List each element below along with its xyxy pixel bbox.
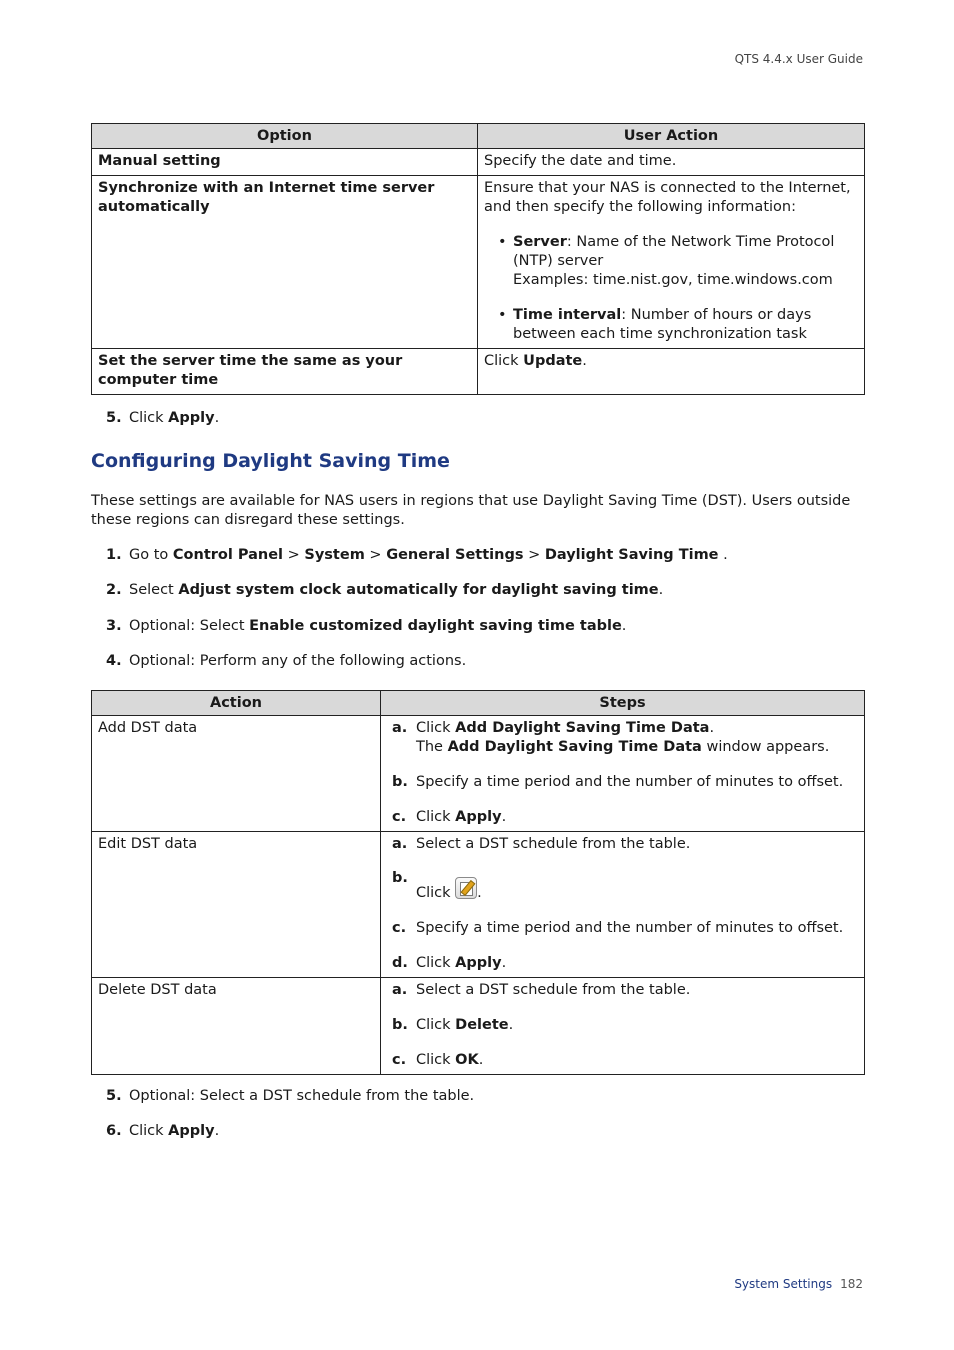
text-span: . (658, 582, 664, 598)
bold-term: Apply (455, 955, 502, 971)
text-span: Select a DST schedule from the table. (416, 836, 691, 852)
sub-step (392, 773, 858, 792)
bold-term: Delete (455, 1017, 509, 1033)
option-name: Adjust system clock automatically for daylight saving time (178, 582, 659, 598)
bold-term: OK (455, 1052, 479, 1068)
sub-step (392, 870, 858, 903)
table-row (92, 349, 865, 395)
text-span: . (621, 618, 627, 634)
step-item (106, 617, 866, 636)
path-control-panel: Control Panel (172, 547, 284, 563)
text-span: . (214, 1123, 220, 1139)
step-text: Optional: Perform any of the following actions. (129, 653, 467, 669)
text-span: Specify a time period and the number of minutes to offset. (416, 920, 844, 936)
text-span: Click (416, 1017, 456, 1033)
step-item (106, 652, 866, 671)
sub-step-letter: c. (392, 809, 407, 825)
path-sep: > (523, 547, 545, 563)
path-sep: > (283, 547, 305, 563)
option-cell (92, 349, 478, 395)
list-item (498, 306, 858, 344)
text-span: . (709, 720, 715, 736)
apply-label: Apply (168, 1123, 215, 1139)
sub-step-letter: b. (392, 774, 408, 790)
table-row (92, 978, 865, 1075)
step-number: 3. (106, 618, 122, 634)
column-header-steps: Steps (381, 691, 865, 716)
steps-cell (381, 978, 865, 1075)
table-row (92, 716, 865, 832)
sub-step-letter: d. (392, 955, 408, 971)
text-span: Click (416, 809, 456, 825)
column-header-user-action: User Action (478, 124, 865, 149)
text-span: . (501, 955, 507, 971)
term-desc: : Number of hours or days between each time synchronization task (513, 307, 812, 342)
step-item (106, 1087, 866, 1106)
text-span: Click (129, 410, 169, 426)
step-number: 5. (106, 1088, 122, 1104)
path-sep: > (364, 547, 387, 563)
sub-step (392, 719, 858, 757)
path-general-settings: General Settings (386, 547, 524, 563)
text-span: . (582, 353, 587, 369)
sub-step-letter: c. (392, 1052, 407, 1068)
option-cell (92, 176, 478, 349)
text-span: Select (129, 582, 179, 598)
text-span: Click (129, 1123, 169, 1139)
action-cell (478, 349, 865, 395)
sub-step-letter: a. (392, 982, 408, 998)
text-span: Select a DST schedule from the table. (416, 982, 691, 998)
step-item (106, 546, 866, 565)
text-span: The (416, 739, 448, 755)
text-span: Specify a time period and the number of minutes to offset. (416, 774, 844, 790)
term-time-interval: Time interval (513, 307, 622, 323)
steps-cell (381, 716, 865, 832)
table-header-row (92, 691, 865, 716)
text-span: . (501, 809, 507, 825)
action-cell: Specify the date and time. (478, 149, 865, 176)
step-number: 6. (106, 1123, 122, 1139)
text-span: . (214, 410, 220, 426)
step-text: Optional: Select a DST schedule from the table. (129, 1088, 475, 1104)
table-header-row (92, 124, 865, 149)
column-header-option: Option (92, 124, 478, 149)
text-span: . (718, 547, 728, 563)
text-span: Click (416, 885, 456, 901)
dst-actions-table (91, 690, 865, 1075)
text-span: . (477, 885, 482, 901)
section-heading: Configuring Daylight Saving Time (91, 450, 450, 472)
page-footer (734, 1275, 863, 1294)
option-cell (92, 149, 478, 176)
time-options-table (91, 123, 865, 395)
text-span: Click (416, 1052, 456, 1068)
text-span: window appears. (701, 739, 830, 755)
text-span: Click (484, 353, 524, 369)
option-label: Synchronize with an Internet time server automatically (98, 180, 435, 215)
action-cell: Edit DST data (92, 832, 381, 978)
sub-step-letter: c. (392, 920, 407, 936)
option-name: Enable customized daylight saving time table (249, 618, 622, 634)
sub-step (392, 835, 858, 854)
option-label: Set the server time the same as your computer time (98, 353, 403, 388)
sub-step-letter: a. (392, 720, 408, 736)
section-intro: These settings are available for NAS users in regions that use Daylight Saving Time (DST). Users outside these regions can disregard these settings. (91, 493, 851, 528)
server-examples: Examples: time.nist.gov, time.windows.com (513, 272, 833, 288)
table-row (92, 149, 865, 176)
bold-term: Apply (455, 809, 502, 825)
step-item (106, 409, 866, 428)
step-item (106, 1122, 866, 1141)
action-cell (478, 176, 865, 349)
list-item (498, 233, 858, 290)
step-number: 5. (106, 410, 122, 426)
footer-section-link[interactable]: System Settings (734, 1277, 833, 1291)
text-span: Click (416, 720, 456, 736)
action-cell: Delete DST data (92, 978, 381, 1075)
table-row (92, 176, 865, 349)
text-span: . (478, 1052, 484, 1068)
term-server: Server (513, 234, 567, 250)
info-list (484, 233, 858, 344)
sub-step (392, 954, 858, 973)
text-span: Go to (129, 547, 173, 563)
sub-step (392, 1016, 858, 1035)
sub-step-letter: b. (392, 1017, 408, 1033)
sub-step-letter: a. (392, 836, 408, 852)
sub-step (392, 919, 858, 938)
sub-step (392, 1051, 858, 1070)
option-label: Manual setting (98, 153, 221, 169)
page-number: 182 (840, 1277, 863, 1291)
update-label: Update (523, 353, 583, 369)
sub-step (392, 808, 858, 827)
text-span: Optional: Select (129, 618, 250, 634)
sub-step-letter: b. (392, 870, 408, 886)
path-system: System (304, 547, 365, 563)
text-span: . (508, 1017, 514, 1033)
steps-cell (381, 832, 865, 978)
step-number: 2. (106, 582, 122, 598)
sub-step (392, 981, 858, 1000)
bold-term: Add Daylight Saving Time Data (455, 720, 710, 736)
column-header-action: Action (92, 691, 381, 716)
running-header: QTS 4.4.x User Guide (734, 52, 863, 66)
edit-icon[interactable] (455, 877, 477, 899)
path-daylight-saving-time: Daylight Saving Time (544, 547, 719, 563)
step-item (106, 581, 866, 600)
step-number: 1. (106, 547, 122, 563)
text-span: Click (416, 955, 456, 971)
bold-term: Add Daylight Saving Time Data (447, 739, 702, 755)
action-cell: Add DST data (92, 716, 381, 832)
table-row (92, 832, 865, 978)
step-number: 4. (106, 653, 122, 669)
action-intro: Ensure that your NAS is connected to the Internet, and then specify the following information: (484, 180, 851, 215)
apply-label: Apply (168, 410, 215, 426)
term-desc: : Name of the Network Time Protocol (NTP) server (513, 234, 835, 269)
